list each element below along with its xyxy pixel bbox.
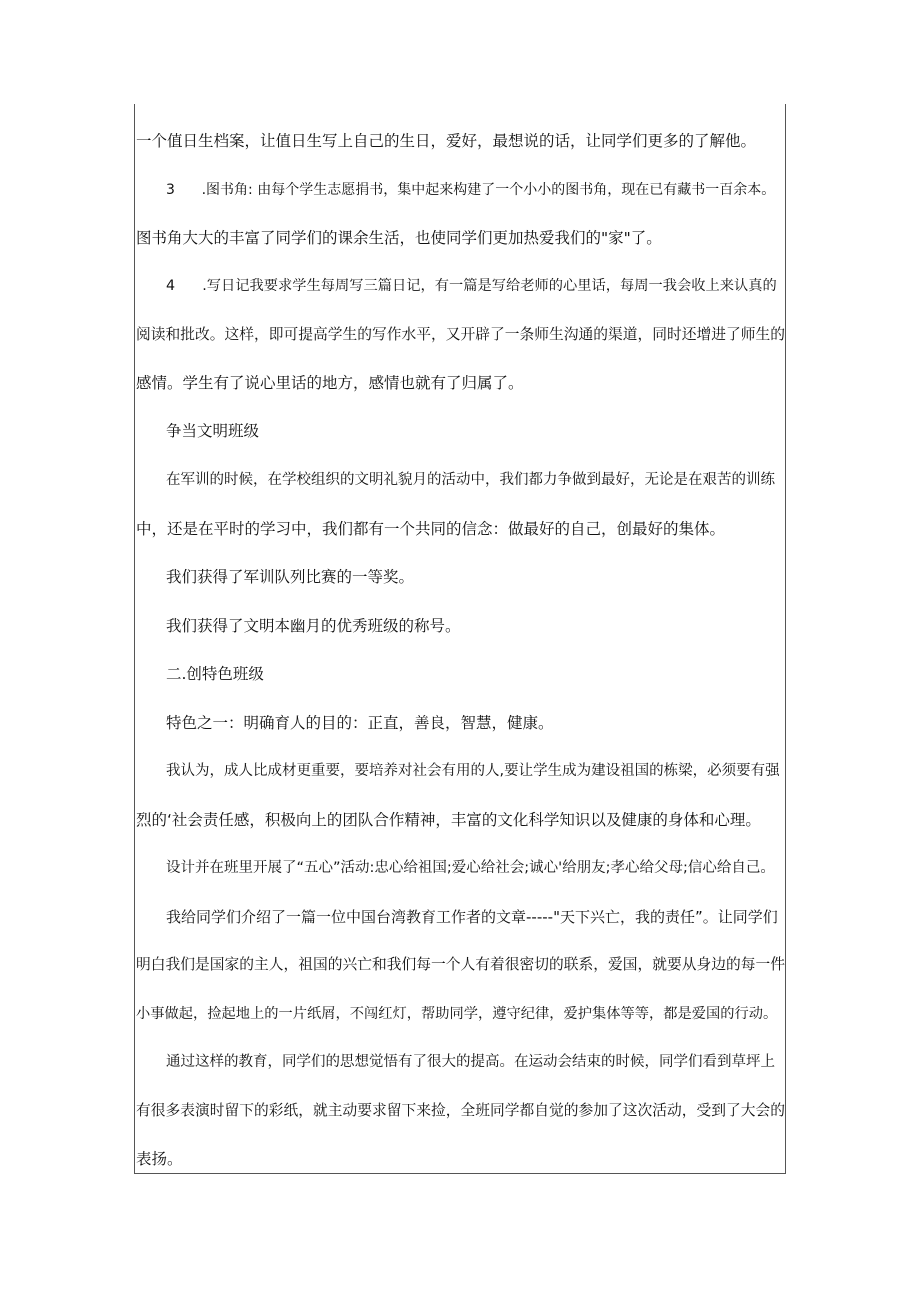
text-line: 小事做起，捡起地上的一片纸屑，不闯红灯，帮助同学，遵守纪律，爱护集体等等，都是爱国的行动。 — [136, 1006, 778, 1022]
text-line: 表扬。 — [136, 1150, 183, 1168]
text-line: 中，还是在平时的学习中，我们都有一个共同的信念：做最好的自己，创最好的集体。 — [136, 520, 726, 538]
text-line: 一个值日生档案，让值日生写上自己的生日，爱好，最想说的话，让同学们更多的了解他。 — [136, 132, 757, 150]
text-line: 我们获得了军训队列比赛的一等奖。 — [166, 568, 415, 586]
text-line: 感情。学生有了说心里话的地方，感情也就有了归属了。 — [136, 374, 524, 392]
text-line: 在军训的时候，在学校组织的文明礼貌月的活动中，我们都力争做到最好，无论是在艰苦的训练 — [166, 472, 775, 488]
text-line: 有很多表演时留下的彩纸，就主动要求留下来捡，全班同学都自觉的参加了这次活动，受到了大会的 — [136, 1102, 785, 1119]
text-line: 烈的‘社会责任感，积极向上的团队合作精神，丰富的文化科学知识以及健康的身体和心理。 — [136, 811, 761, 829]
text-line: 设计并在班里开展了“五心”活动:忠心给祖国;爱心给社会;诚心'给朋友;孝心给父母;信心给自己。 — [166, 860, 775, 876]
text-line: 我认为，成人比成材更重要，要培养对社会有用的人,要让学生成为建设祖国的栋梁，必须要有强 — [166, 763, 780, 779]
text-line: 我们获得了文明本幽月的优秀班级的称号。 — [166, 617, 461, 635]
text-line: 图书角大大的丰富了同学们的课余生活，也使同学们更加热爱我们的"家"了。 — [136, 229, 662, 247]
text-line: 通过这样的教育，同学们的思想觉悟有了很大的提高。在运动会结束的时候，同学们看到草坪上 — [166, 1054, 775, 1070]
text-line: 特色之一：明确育人的目的：正直，善良，智慧，健康。 — [166, 714, 554, 732]
text-line: 3 .图书角: 由每个学生志愿捐书，集中起来构建了一个小小的图书角，现在已有藏书一百余本。 — [166, 182, 776, 198]
text-line: 4 .写日记我要求学生每周写三篇日记，有一篇是写给老师的心里话，每周一我会收上来认真的 — [166, 278, 777, 294]
text-line: 我给同学们介绍了一篇一位中国台湾教育工作者的文章-----"天下兴亡，我的责任”。让同学们 — [166, 908, 778, 926]
text-line: 阅读和批改。这样，即可提高学生的写作水平，又开辟了一条师生沟通的渠道，同时还增进了师生的 — [136, 326, 785, 343]
text-line: 明白我们是国家的主人，祖国的兴亡和我们每一个人有着很密切的联系，爱国，就要从身边的每一件 — [136, 956, 785, 973]
section-heading: 争当文明班级 — [166, 422, 260, 440]
section-heading: 二.创特色班级 — [166, 665, 264, 683]
